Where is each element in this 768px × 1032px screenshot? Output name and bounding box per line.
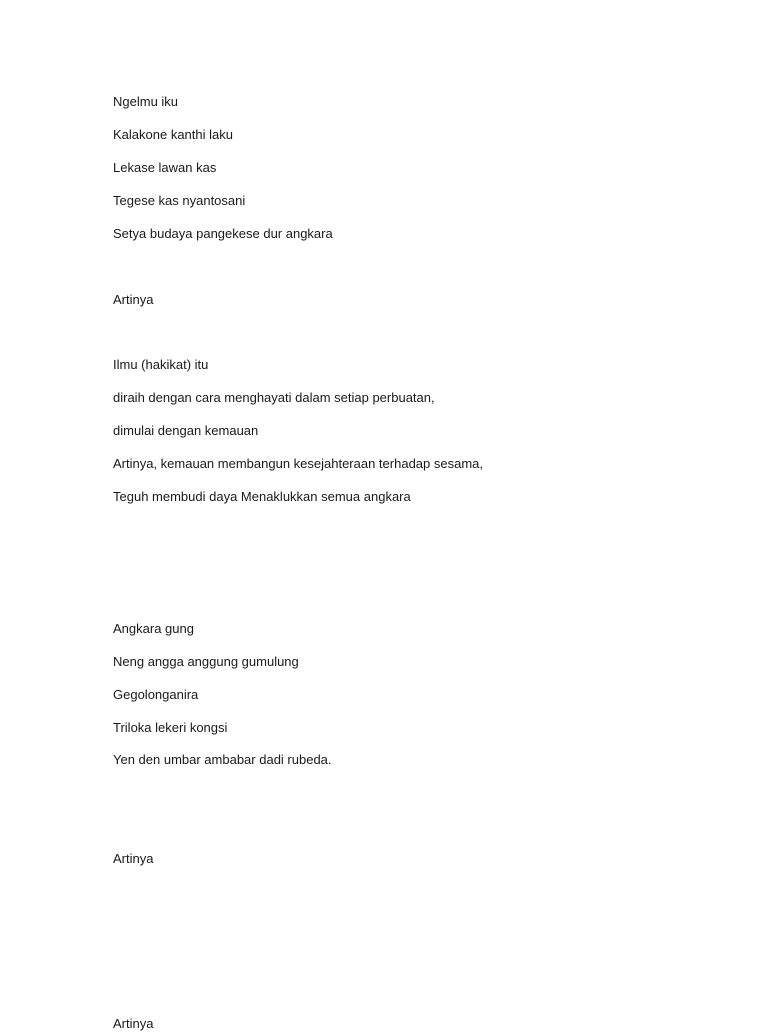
section-heading: Artinya [113,851,154,866]
translation-line: Artinya, kemauan membangun kesejahteraan terhadap sesama, [113,456,483,471]
verse-line: Tegese kas nyantosani [113,193,246,208]
verse-line: Lekase lawan kas [113,160,217,175]
translation-line: diraih dengan cara menghayati dalam setiap perbuatan, [113,390,435,405]
verse-line: Yen den umbar ambabar dadi rubeda. [113,752,332,767]
section-heading: Artinya [113,1016,154,1031]
verse-line: Angkara gung [113,621,194,636]
verse-line: Gegolonganira [113,687,199,702]
verse-line: Triloka lekeri kongsi [113,720,228,735]
translation-line: Ilmu (hakikat) itu [113,357,209,372]
verse-line: Kalakone kanthi laku [113,127,233,142]
verse-line: Neng angga anggung gumulung [113,654,299,669]
verse-line: Setya budaya pangekese dur angkara [113,226,333,241]
translation-line: Teguh membudi daya Menaklukkan semua angkara [113,489,411,504]
translation-line: dimulai dengan kemauan [113,423,259,438]
verse-line: Ngelmu iku [113,94,179,109]
section-heading: Artinya [113,292,154,307]
